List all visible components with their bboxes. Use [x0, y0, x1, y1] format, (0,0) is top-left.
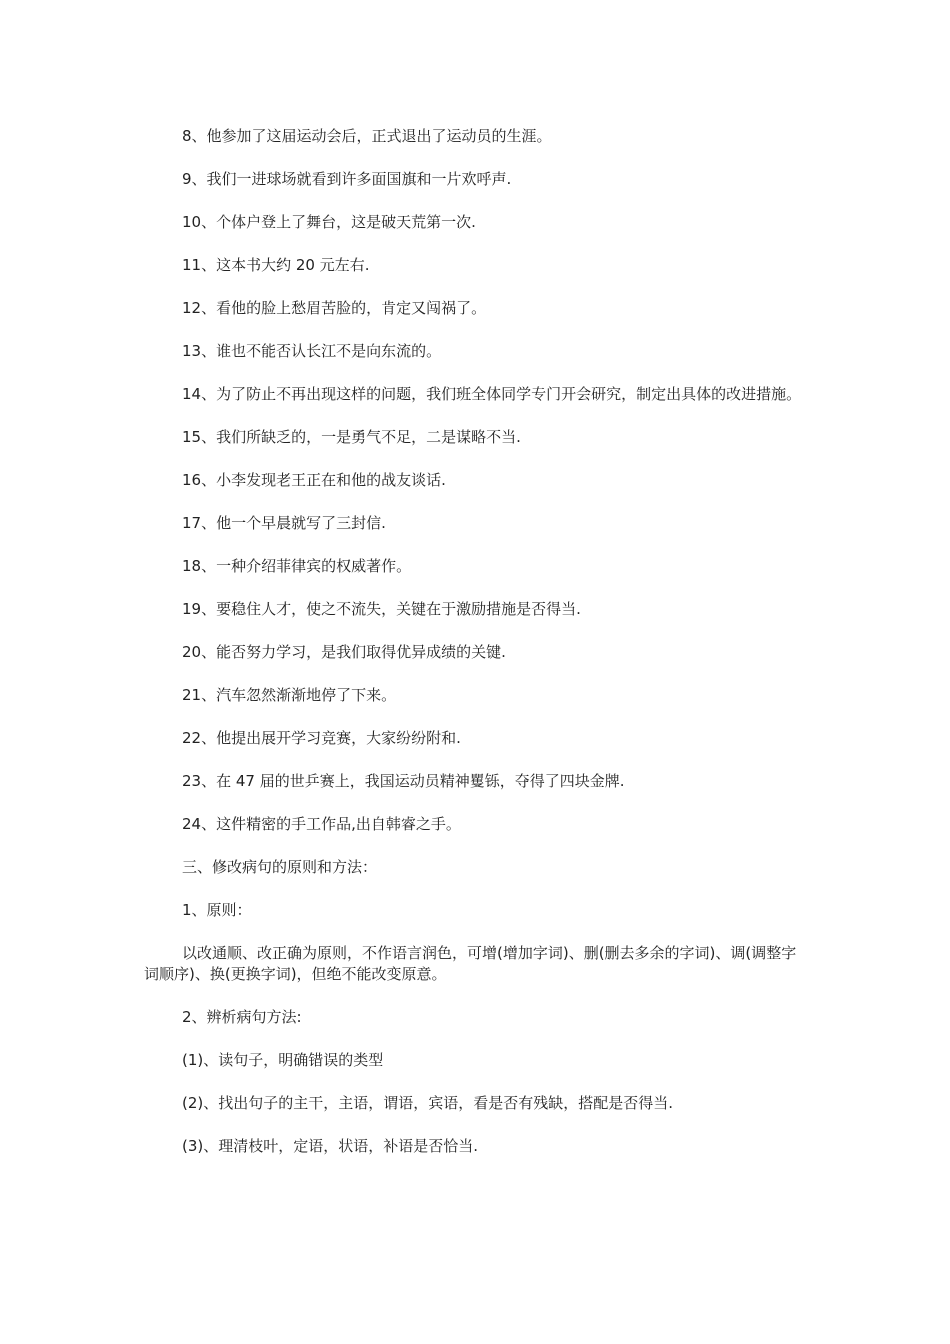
paragraph-item-24: 24、这件精密的手工作品,出自韩睿之手。 — [182, 815, 461, 833]
paragraph-item-16: 16、小李发现老王正在和他的战友谈话. — [182, 471, 446, 489]
paragraph-item-19: 19、要稳住人才，使之不流失，关键在于激励措施是否得当. — [182, 600, 581, 618]
paragraph-item-14: 14、为了防止不再出现这样的问题，我们班全体同学专门开会研究，制定出具体的改进措施。 — [182, 385, 802, 403]
paragraph-item-21: 21、汽车忽然渐渐地停了下来。 — [182, 686, 397, 704]
paragraph-item-9: 9、我们一进球场就看到许多面国旗和一片欢呼声. — [182, 170, 512, 188]
paragraph-item-20: 20、能否努力学习，是我们取得优异成绩的关键. — [182, 643, 506, 661]
paragraph-item-15: 15、我们所缺乏的，一是勇气不足，二是谋略不当. — [182, 428, 521, 446]
paragraph-item-22: 22、他提出展开学习竞赛，大家纷纷附和. — [182, 729, 461, 747]
paragraph-item-11: 11、这本书大约 20 元左右. — [182, 256, 370, 274]
paragraph-item-18: 18、一种介绍菲律宾的权威著作。 — [182, 557, 412, 575]
method-step-2: (2)、找出句子的主干，主语，谓语，宾语，看是否有残缺，搭配是否得当. — [182, 1094, 674, 1112]
method-step-3: (3)、理清枝叶，定语，状语，补语是否恰当. — [182, 1137, 479, 1155]
method-step-1: (1)、读句子，明确错误的类型 — [182, 1051, 384, 1069]
subheading-principle: 1、原则： — [182, 901, 252, 919]
principle-text: 以改通顺、改正确为原则，不作语言润色，可增(增加字词)、删(删去多余的字词)、调(调整字词顺序)、换(更换字词)，但绝不能改变原意。 — [144, 944, 797, 983]
subheading-method: 2、辨析病句方法: — [182, 1008, 302, 1026]
paragraph-item-23: 23、在 47 届的世乒赛上，我国运动员精神矍铄，夺得了四块金牌. — [182, 772, 625, 790]
paragraph-item-12: 12、看他的脸上愁眉苦脸的，肯定又闯祸了。 — [182, 299, 487, 317]
paragraph-item-13: 13、谁也不能否认长江不是向东流的。 — [182, 342, 442, 360]
paragraph-item-17: 17、他一个早晨就写了三封信. — [182, 514, 386, 532]
paragraph-item-10: 10、个体户登上了舞台，这是破天荒第一次. — [182, 213, 476, 231]
paragraph-item-8: 8、他参加了这届运动会后，正式退出了运动员的生涯。 — [182, 127, 552, 145]
document-body — [144, 126, 808, 1179]
section-heading-3: 三、修改病句的原则和方法： — [182, 858, 378, 876]
